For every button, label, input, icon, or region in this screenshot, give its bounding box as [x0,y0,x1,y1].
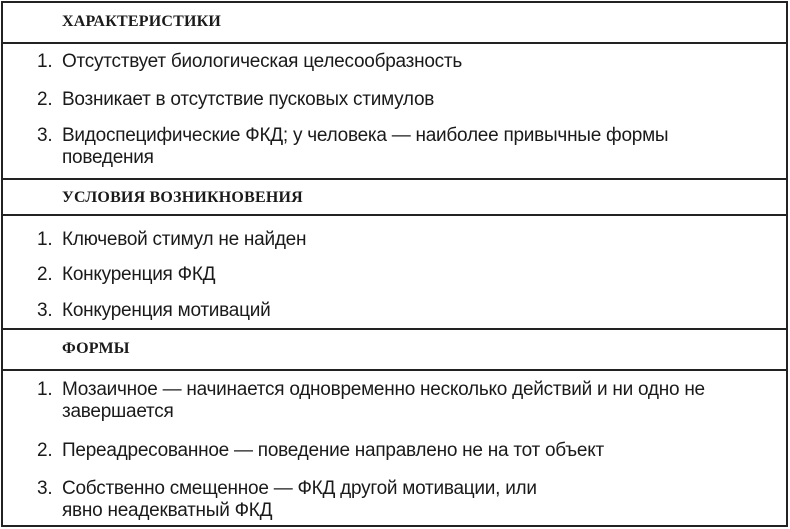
item-text: Собственно смещенное — ФКД другой мотивации, или явно неадекватный ФКД [62,478,537,521]
item-text: Мозаичное — начинается одновременно несколько действий и ни одно не завершается [62,379,705,422]
list-item [3,440,733,462]
item-number: 3. [37,125,53,146]
item-number: 1. [37,229,53,250]
section-heading-characteristics: ХАРАКТЕРИСТИКИ [62,13,222,30]
item-text: Конкуренция мотиваций [62,300,271,321]
list-item [3,300,703,322]
item-number: 3. [37,300,53,321]
list-item [3,478,543,522]
divider [3,42,786,44]
list-item [3,379,733,423]
section-heading-conditions: УСЛОВИЯ ВОЗНИКНОВЕНИЯ [62,189,303,206]
item-number: 2. [37,264,53,285]
item-text: Отсутствует биологическая целесообразность [62,51,463,72]
item-number: 2. [37,89,53,110]
item-number: 3. [37,478,53,499]
item-text: Видоспецифические ФКД; у человека — наиболее привычные формы поведения [62,125,669,168]
divider [3,178,786,180]
list-item [3,229,703,251]
divider [3,369,786,371]
item-number: 2. [37,440,53,461]
list-item [3,125,723,169]
divider [3,328,786,330]
item-text: Ключевой стимул не найден [62,229,307,250]
section-heading-forms: ФОРМЫ [62,340,130,357]
item-text: Переадресованное — поведение направлено не на тот объект [62,440,604,461]
item-number: 1. [37,379,53,400]
item-text: Конкуренция ФКД [62,264,216,285]
list-item [3,89,703,111]
displacement-activity-table [1,1,788,527]
divider [3,214,786,216]
item-text: Возникает в отсутствие пусковых стимулов [62,89,435,110]
item-number: 1. [37,51,53,72]
list-item [3,51,703,73]
list-item [3,264,703,286]
